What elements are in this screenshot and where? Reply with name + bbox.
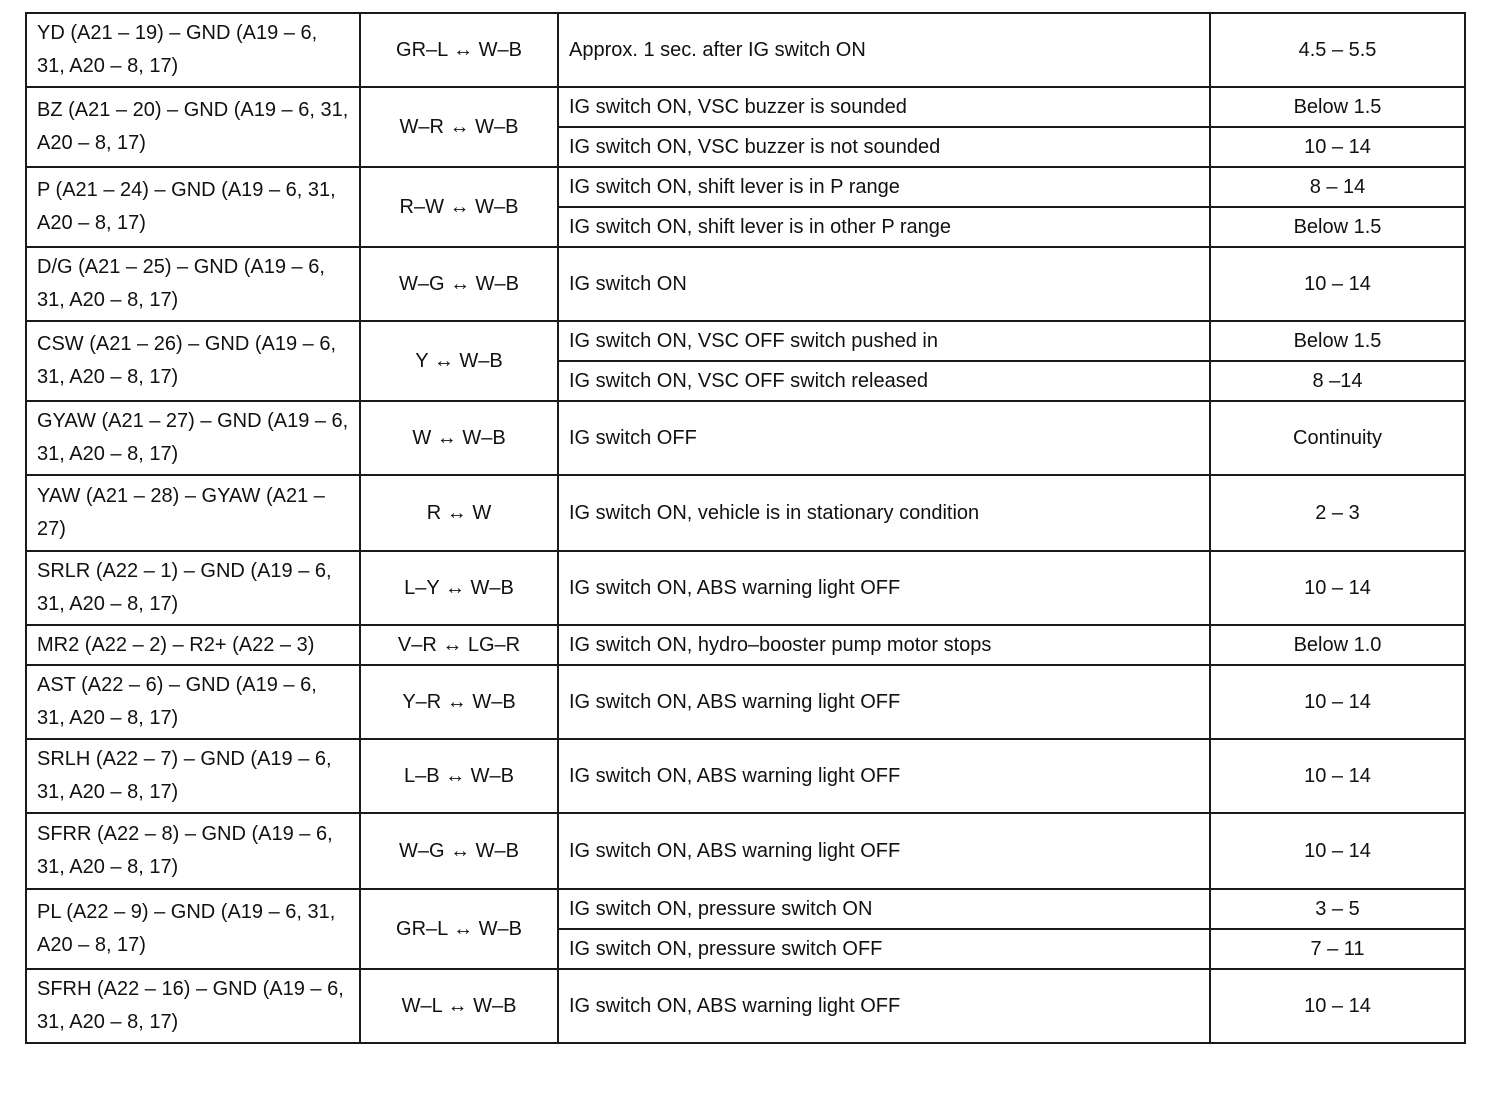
condition-cell: IG switch ON, VSC buzzer is not sounded bbox=[558, 127, 1210, 167]
condition-cell: IG switch ON, ABS warning light OFF bbox=[558, 739, 1210, 813]
terminal-cell: GYAW (A21 – 27) – GND (A19 – 6, 31, A20 – 8, 17) bbox=[26, 401, 360, 475]
condition-cell: IG switch OFF bbox=[558, 401, 1210, 475]
terminal-cell: BZ (A21 – 20) – GND (A19 – 6, 31, A20 – 8, 17) bbox=[26, 87, 360, 167]
terminal-cell: SFRR (A22 – 8) – GND (A19 – 6, 31, A20 – 8, 17) bbox=[26, 813, 360, 889]
specified-condition-cell: 7 – 11 bbox=[1210, 929, 1465, 969]
terminal-cell: AST (A22 – 6) – GND (A19 – 6, 31, A20 – 8, 17) bbox=[26, 665, 360, 739]
table-row bbox=[26, 739, 1465, 813]
specified-condition-cell: Below 1.5 bbox=[1210, 207, 1465, 247]
terminal-cell: SRLH (A22 – 7) – GND (A19 – 6, 31, A20 – 8, 17) bbox=[26, 739, 360, 813]
table-row bbox=[26, 87, 1465, 127]
table-body bbox=[26, 13, 1465, 1043]
wire-color-cell: V–R ↔ LG–R bbox=[360, 625, 558, 665]
terminal-cell: CSW (A21 – 26) – GND (A19 – 6, 31, A20 – 8, 17) bbox=[26, 321, 360, 401]
wire-color-cell: W–L ↔ W–B bbox=[360, 969, 558, 1043]
wire-color-cell: GR–L ↔ W–B bbox=[360, 889, 558, 969]
table-row bbox=[26, 889, 1465, 929]
specified-condition-cell: 8 – 14 bbox=[1210, 167, 1465, 207]
wire-color-cell: W–R ↔ W–B bbox=[360, 87, 558, 167]
condition-cell: IG switch ON, VSC OFF switch pushed in bbox=[558, 321, 1210, 361]
table-row bbox=[26, 167, 1465, 207]
terminal-inspection-table bbox=[25, 12, 1466, 1044]
specified-condition-cell: 10 – 14 bbox=[1210, 127, 1465, 167]
wire-color-cell: R ↔ W bbox=[360, 475, 558, 551]
condition-cell: IG switch ON, VSC OFF switch released bbox=[558, 361, 1210, 401]
wire-color-cell: Y ↔ W–B bbox=[360, 321, 558, 401]
condition-cell: IG switch ON, shift lever is in P range bbox=[558, 167, 1210, 207]
specified-condition-cell: 10 – 14 bbox=[1210, 247, 1465, 321]
terminal-cell: YD (A21 – 19) – GND (A19 – 6, 31, A20 – 8, 17) bbox=[26, 13, 360, 87]
condition-cell: IG switch ON, pressure switch ON bbox=[558, 889, 1210, 929]
table-row bbox=[26, 321, 1465, 361]
wire-color-cell: W–G ↔ W–B bbox=[360, 813, 558, 889]
condition-cell: Approx. 1 sec. after IG switch ON bbox=[558, 13, 1210, 87]
table-row bbox=[26, 625, 1465, 665]
wire-color-cell: Y–R ↔ W–B bbox=[360, 665, 558, 739]
condition-cell: IG switch ON, ABS warning light OFF bbox=[558, 551, 1210, 625]
wire-color-cell: GR–L ↔ W–B bbox=[360, 13, 558, 87]
specified-condition-cell: 10 – 14 bbox=[1210, 739, 1465, 813]
wire-color-cell: L–Y ↔ W–B bbox=[360, 551, 558, 625]
specified-condition-cell: Below 1.5 bbox=[1210, 321, 1465, 361]
condition-cell: IG switch ON, shift lever is in other P range bbox=[558, 207, 1210, 247]
specified-condition-cell: Below 1.0 bbox=[1210, 625, 1465, 665]
terminal-cell: YAW (A21 – 28) – GYAW (A21 – 27) bbox=[26, 475, 360, 551]
table-row bbox=[26, 475, 1465, 551]
specified-condition-cell: 3 – 5 bbox=[1210, 889, 1465, 929]
wire-color-cell: W ↔ W–B bbox=[360, 401, 558, 475]
table-row bbox=[26, 247, 1465, 321]
table-row bbox=[26, 969, 1465, 1043]
table-row bbox=[26, 551, 1465, 625]
table-row bbox=[26, 665, 1465, 739]
specified-condition-cell: 10 – 14 bbox=[1210, 813, 1465, 889]
terminal-cell: SRLR (A22 – 1) – GND (A19 – 6, 31, A20 – 8, 17) bbox=[26, 551, 360, 625]
wire-color-cell: R–W ↔ W–B bbox=[360, 167, 558, 247]
specified-condition-cell: 2 – 3 bbox=[1210, 475, 1465, 551]
terminal-cell: PL (A22 – 9) – GND (A19 – 6, 31, A20 – 8, 17) bbox=[26, 889, 360, 969]
condition-cell: IG switch ON, ABS warning light OFF bbox=[558, 665, 1210, 739]
specified-condition-cell: Continuity bbox=[1210, 401, 1465, 475]
condition-cell: IG switch ON, hydro–booster pump motor stops bbox=[558, 625, 1210, 665]
terminal-cell: P (A21 – 24) – GND (A19 – 6, 31, A20 – 8, 17) bbox=[26, 167, 360, 247]
specified-condition-cell: 10 – 14 bbox=[1210, 969, 1465, 1043]
table-row bbox=[26, 813, 1465, 889]
condition-cell: IG switch ON, ABS warning light OFF bbox=[558, 813, 1210, 889]
specified-condition-cell: 4.5 – 5.5 bbox=[1210, 13, 1465, 87]
condition-cell: IG switch ON, pressure switch OFF bbox=[558, 929, 1210, 969]
table-row bbox=[26, 401, 1465, 475]
specified-condition-cell: Below 1.5 bbox=[1210, 87, 1465, 127]
specified-condition-cell: 8 –14 bbox=[1210, 361, 1465, 401]
condition-cell: IG switch ON bbox=[558, 247, 1210, 321]
terminal-cell: D/G (A21 – 25) – GND (A19 – 6, 31, A20 – 8, 17) bbox=[26, 247, 360, 321]
wire-color-cell: W–G ↔ W–B bbox=[360, 247, 558, 321]
terminal-cell: SFRH (A22 – 16) – GND (A19 – 6, 31, A20 – 8, 17) bbox=[26, 969, 360, 1043]
condition-cell: IG switch ON, vehicle is in stationary condition bbox=[558, 475, 1210, 551]
specified-condition-cell: 10 – 14 bbox=[1210, 551, 1465, 625]
condition-cell: IG switch ON, ABS warning light OFF bbox=[558, 969, 1210, 1043]
terminal-cell: MR2 (A22 – 2) – R2+ (A22 – 3) bbox=[26, 625, 360, 665]
wire-color-cell: L–B ↔ W–B bbox=[360, 739, 558, 813]
condition-cell: IG switch ON, VSC buzzer is sounded bbox=[558, 87, 1210, 127]
table-row bbox=[26, 13, 1465, 87]
specified-condition-cell: 10 – 14 bbox=[1210, 665, 1465, 739]
